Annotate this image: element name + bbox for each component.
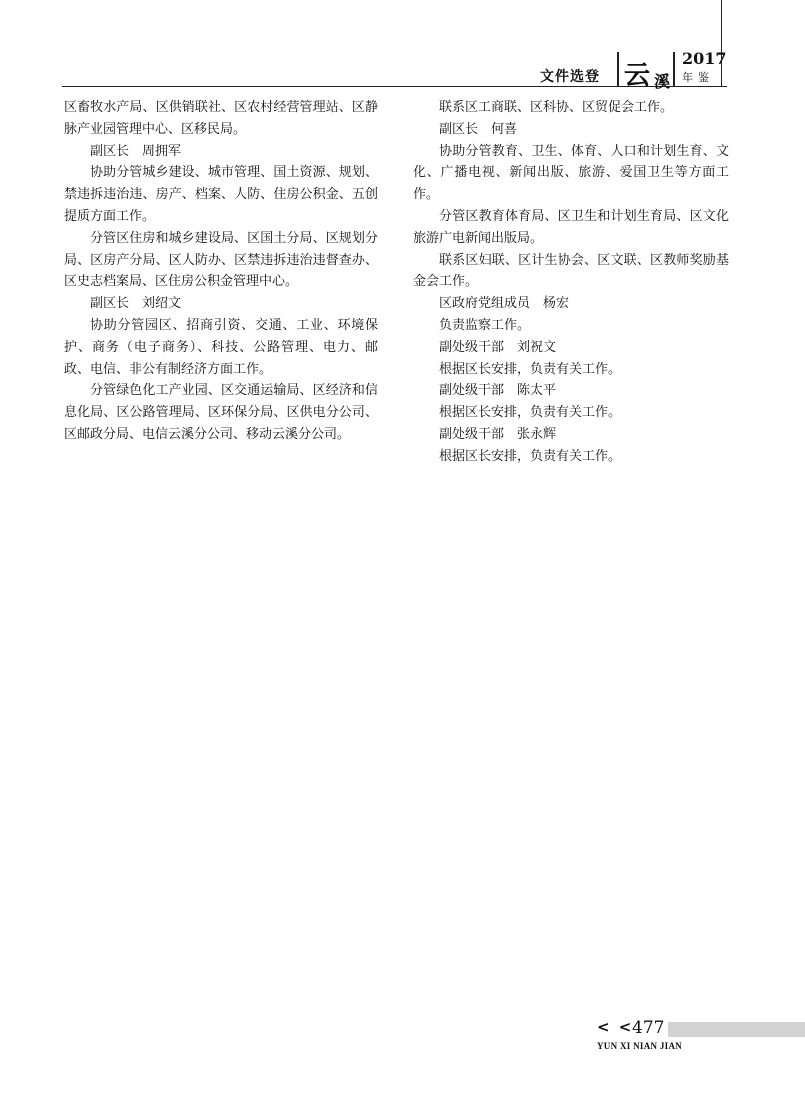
paragraph: 副区长 刘绍文 <box>90 296 182 312</box>
paragraph: 负责监察工作。 <box>439 317 531 333</box>
section-title: 文件选登 <box>540 69 600 85</box>
paragraph: 副处级干部 刘祝文 <box>439 339 557 355</box>
header-separator <box>617 52 619 86</box>
left-column <box>64 97 378 446</box>
paragraph: 联系区工商联、区科协、区贸促会工作。 <box>439 100 674 115</box>
brand-sub: 溪 <box>654 72 671 91</box>
header-separator <box>673 52 675 86</box>
paragraph: 副区长 周拥军 <box>90 143 182 159</box>
paragraph: 根据区长安排，负责有关工作。 <box>439 361 622 377</box>
paragraph: 副处级干部 陈太平 <box>439 383 557 399</box>
paragraph: 协助分管园区、招商引资、交通、工业、环境保护、商务（电子商务）、科技、公路管理、电力、邮政、电信、非公有制经济方面工作。 <box>64 317 378 377</box>
yearbook-label: 年鉴 <box>682 71 714 84</box>
paragraph: 分管区教育体育局、区卫生和计划生育局、区文化旅游广电新闻出版局。 <box>413 208 729 246</box>
paragraph: 副处级干部 张永辉 <box>439 426 557 442</box>
footer-bar <box>668 1022 805 1037</box>
paragraph: 根据区长安排，负责有关工作。 <box>439 405 622 421</box>
header-vertical-rule <box>721 0 722 86</box>
paragraph: 副区长 何喜 <box>439 121 518 137</box>
right-column <box>413 97 729 468</box>
brand-logo <box>624 55 670 92</box>
page-number: 477 <box>632 1018 665 1038</box>
paragraph: 分管区住房和城乡建设局、区国土分局、区规划分局、区房产分局、区人防办、区禁违拆违治违督查办、区史志档案局、区住房公积金管理中心。 <box>64 230 378 290</box>
paragraph: 区政府党组成员 杨宏 <box>439 296 570 312</box>
paragraph: 根据区长安排，负责有关工作。 <box>439 448 622 464</box>
paragraph: 分管绿色化工产业园、区交通运输局、区经济和信息化局、区公路管理局、区环保分局、区供电分公司、区邮政分局、电信云溪分公司、移动云溪分公司。 <box>64 383 378 442</box>
page-arrows-icon: < < <box>597 1018 634 1036</box>
footer-book-name: YUN XI NIAN JIAN <box>597 1041 683 1051</box>
paragraph: 协助分管教育、卫生、体育、人口和计划生育、文化、广播电视、新闻出版、旅游、爱国卫生等方面工作。 <box>413 143 729 203</box>
paragraph: 区畜牧水产局、区供销联社、区农村经营管理站、区静脉产业园管理中心、区移民局。 <box>64 100 378 137</box>
paragraph: 协助分管城乡建设、城市管理、国土资源、规划、禁违拆违治违、房产、档案、人防、住房公积金、五创提质方面工作。 <box>64 165 378 224</box>
yearbook-year: 2017 <box>682 49 727 68</box>
brand-main: 云 <box>624 61 651 91</box>
paragraph: 联系区妇联、区计生协会、区文联、区教师奖励基金会工作。 <box>413 252 729 290</box>
